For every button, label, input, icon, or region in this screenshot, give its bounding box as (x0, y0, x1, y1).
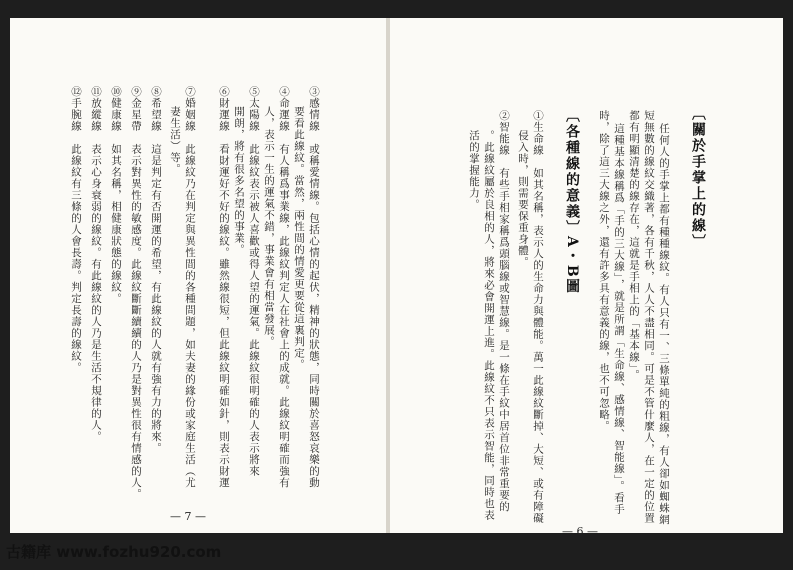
page7-line-2: 要看此線紋。當然，兩性間的情愛更要從這裏判定。 (293, 106, 305, 371)
right-page-6 (390, 18, 776, 538)
page-number-6: — 6 — (562, 525, 598, 538)
item-line-5: 活的掌握能力。 (468, 130, 480, 211)
page7-line-13: ⑪放縱線 表示心身衰弱的線紋。有此線紋的人乃是生活不規律的人。 (90, 86, 102, 443)
page7-line-12: ⑩健康線 如其名稱，相健康狀態的線紋。 (110, 86, 122, 305)
page7-line-5: ⑤太陽線 此線紋表示被人喜歡或得人望的運氣。此線紋很明確的人表示將來 (248, 86, 260, 477)
item-line-1: ①生命線 如其名稱，表示人的生命力與體能。萬一此線紋斷掉、大短、或有障礙 (532, 110, 544, 524)
page7-line-10: ⑧希望線 這是判定有否開運的希望，有此線紋的人就有強有力的將來。 (150, 86, 162, 454)
item-line-4: 。此線紋屬於良相的人，將來必會開運上進。此線紋不只表示智能，同時也表 (483, 130, 495, 521)
intro-line-2: 短無數的線紋交織著，各有千秋，人人不盡相同。可是不管什麼人，在一定的位置 (643, 110, 655, 524)
intro-line-4: 這種基本線稱爲「手的三大線」，就是所謂「生命線、感情線、智能線」。看手 (613, 123, 625, 515)
page7-line-8: ⑦婚姻線 此線紋乃在判定與異性間的各種問題，如夫妻的緣份或家庭生活（尤 (184, 86, 196, 489)
page7-line-11: ⑨金星帶 表示對異性的敏感度。此線紋斷斷續續的人乃是對異性很有情感的人。 (130, 86, 142, 500)
left-page-7 (10, 18, 396, 533)
heading-about-palm-lines: 〔關於手掌上的線〕 (690, 106, 706, 250)
page7-line-14: ⑫手腕線 此線紋有三條的人會長壽。判定長壽的線紋。 (70, 86, 82, 374)
page7-line-1: ③感情線 或稱愛情線。包括心情的起伏，精神的狀態，同時關於喜怒哀樂的動 (308, 86, 320, 489)
page-number-7: — 7 — (170, 510, 206, 523)
intro-line-5: 時，除了這三大線之外，還有許多具有意義的線，也不可忽略。 (598, 110, 610, 432)
intro-line-3: 都有明顯清楚的線存在，這就是手相上的「基本線」。 (628, 110, 640, 381)
page7-line-3: ④命運線 有人稱爲事業線，此線紋判定人在社會上的成就。此線紋明確而強有 (278, 86, 290, 489)
page7-line-6: 開朗，將有很多名望的事業。 (233, 106, 245, 256)
page7-line-9: 妻生活）等。 (169, 106, 181, 175)
page7-line-4: 人，表示一生的運氣不錯，事業會有相當發展。 (263, 106, 275, 348)
item-line-2: 侵入時，則需要保重身體。 (517, 130, 529, 268)
site-watermark: 古籍库 www.fozhu920.com (6, 543, 222, 561)
heading-line-meanings: 〔各種線的意義〕A・B圖 (564, 108, 580, 295)
item-line-3: ②智能線 有些手相家稱爲頭腦線或智慧線。是一條在手紋中居首位非常重要的 (498, 110, 510, 513)
page7-line-7: ⑥財運線 看財運好不好的線紋。雖然線很短，但此線紋明確如針，則表示財運 (218, 86, 230, 489)
intro-line-1: 任何人的手掌上都有種種線紋。有人只有一、三條單純的粗線，有人卻如蜘蛛網 (658, 123, 670, 526)
